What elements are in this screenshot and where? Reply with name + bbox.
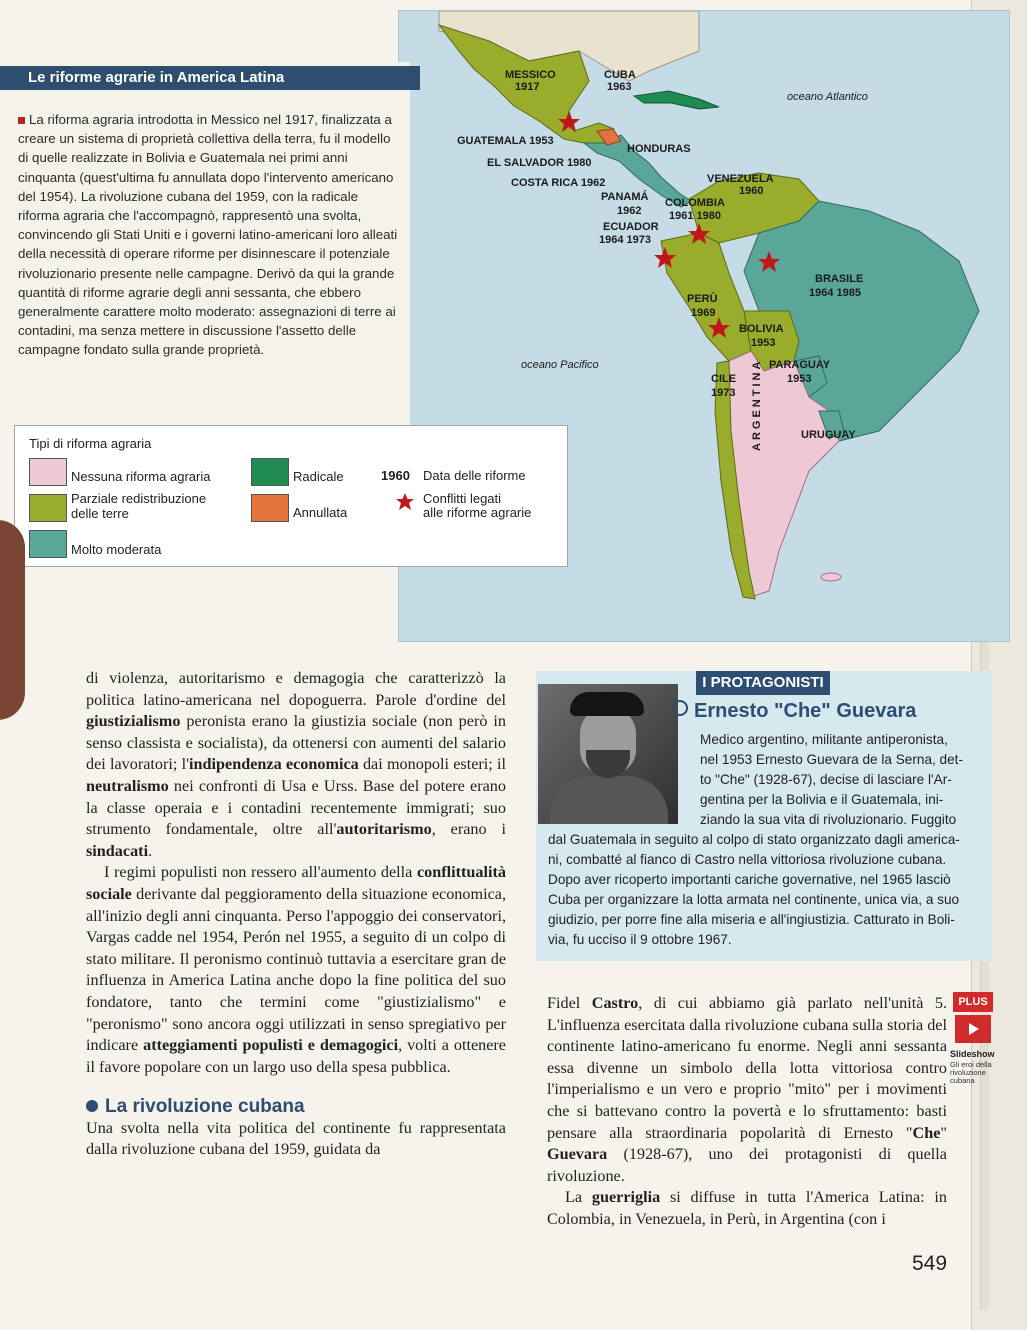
label-ecuador: ECUADOR — [603, 221, 659, 233]
legend-swatch-moderate — [29, 530, 67, 558]
paragraph — [86, 668, 506, 862]
text: I regimi populisti non ressero all'aumento della — [104, 863, 417, 882]
paragraph — [547, 1187, 947, 1230]
photo-beard — [586, 750, 630, 778]
section-heading — [86, 1096, 506, 1118]
text: , di cui abbiamo già parlato nell'unità 5. L'influenza esercitata dalla rivoluzione cubana sulla storia del continente latino-americano fu enorme. Negli anni sessanta essa divenne un simbolo della lotta vittoriosa contro l'imperialismo e un vero e proprio "mito" per i movimenti che si battevano contro la povertà e lo sfruttamento: basti pensare alla straordinaria popolarità di Ernesto " — [547, 994, 948, 1142]
cuba-shape — [634, 91, 719, 109]
bio-line: ziando la sua vita di rivoluzionario. Fuggito — [700, 812, 957, 827]
text: " — [940, 1123, 947, 1142]
bio-line: via, fu ucciso il 9 ottobre 1967. — [548, 932, 732, 947]
legend-partial-1: Parziale redistribuzione — [71, 491, 207, 506]
bold-text: Guevara — [547, 1145, 608, 1164]
bullet-square-icon — [18, 117, 25, 124]
text: Una svolta nella vita politica del continente fu rappresentata dalla rivoluzione cubana del 1959, guidata da — [86, 1118, 506, 1159]
legend-moderate: Molto moderata — [71, 542, 162, 557]
label-bolivia-year: 1953 — [751, 337, 776, 349]
text: , erano i — [431, 820, 506, 839]
bio-line: to "Che" (1928-67), decise di lasciare l'Ar- — [700, 772, 952, 787]
label-cile-year: 1973 — [711, 387, 736, 399]
circle-icon — [672, 700, 688, 716]
bio-line: gentina per la Bolivia e il Guatemala, ini- — [700, 792, 944, 807]
text: nei confronti di Usa e Urss. Base del potere erano la classe operaia e i contadini recentemente immigrati; suo strumento fondamentale, oltre all' — [86, 776, 506, 839]
play-icon — [969, 1023, 979, 1035]
label-cuba: CUBA — [604, 69, 636, 81]
label-panama: PANAMÁ — [601, 191, 649, 203]
bold-text: guerriglia — [591, 1188, 661, 1207]
legend-partial-2: delle terre — [71, 506, 129, 521]
label-panama-year: 1962 — [617, 205, 642, 217]
label-messico-year: 1917 — [515, 81, 540, 93]
text: . — [148, 841, 153, 860]
bio-line: nel 1953 Ernesto Guevara de la Serna, det- — [700, 752, 963, 767]
bold-text: Che — [912, 1123, 941, 1142]
che-guevara-photo — [538, 684, 678, 824]
bold-text: atteggiamenti populisti e demagogici — [143, 1036, 399, 1055]
intro-title: Le riforme agrarie in America Latina — [28, 69, 285, 86]
bio-line: Medico argentino, militante antiperonista, — [700, 732, 948, 747]
label-argentina: ARGENTINA — [751, 358, 763, 451]
paragraph — [547, 993, 947, 1187]
label-peru-year: 1969 — [691, 307, 716, 319]
intro-title-bar — [0, 66, 420, 90]
label-guatemala: GUATEMALA 1953 — [457, 135, 554, 147]
name-text: Ernesto "Che" Guevara — [694, 700, 917, 722]
photo-beret — [570, 692, 644, 716]
protagonisti-band — [696, 671, 830, 695]
body-left-column — [86, 668, 506, 1161]
paragraph — [86, 1118, 506, 1161]
label-cuba-year: 1963 — [607, 81, 632, 93]
bio-line: Dopo aver ricoperto importanti cariche governative, nel 1965 lasciò — [548, 872, 951, 887]
label-costa-rica: COSTA RICA 1962 — [511, 177, 606, 189]
legend-swatch-none — [29, 458, 67, 486]
legend-swatch-annulled — [251, 494, 289, 522]
bio-line: ni, combatté al fianco di Castro nella vittoriosa rivoluzione cubana. — [548, 852, 947, 867]
intro-text — [18, 110, 398, 360]
label-uruguay: URUGUAY — [801, 429, 856, 441]
legend-annulled: Annullata — [293, 505, 348, 520]
legend-none: Nessuna riforma agraria — [71, 469, 211, 484]
legend-conflict-2: alle riforme agrarie — [423, 505, 532, 520]
label-ecuador-year: 1964 1973 — [599, 234, 651, 246]
bold-text: Castro — [591, 994, 639, 1012]
text: , volti a ottenere il favore popolare con un largo uso della spesa pubblica. — [86, 1036, 506, 1076]
label-bolivia: BOLIVIA — [739, 323, 784, 335]
bold-text: giustizialismo — [86, 712, 181, 731]
text: dai monopoli esteri; il — [358, 755, 506, 774]
bold-text: sindacati — [86, 841, 149, 860]
slideshow-label[interactable]: Slideshow — [950, 1049, 995, 1059]
bold-text: conflittualità sociale — [86, 863, 506, 903]
label-el-salvador: EL SALVADOR 1980 — [487, 157, 592, 169]
label-brasile: BRASILE — [815, 273, 864, 285]
slideshow-subtitle: Gli eroi della rivoluzione cubana — [950, 1060, 992, 1085]
bio-line: Cuba per organizzare la lotta armata nel continente, unica via, a suo — [548, 892, 960, 907]
bold-text: autoritarismo — [336, 820, 432, 839]
text: (1928-67), uno dei protagonisti di quella rivoluzione. — [547, 1145, 947, 1185]
page-number: 549 — [912, 1252, 948, 1275]
heading-text: La rivoluzione cubana — [105, 1096, 305, 1118]
bio-line: dal Guatemala in seguito al colpo di stato organizzato dagli america- — [548, 832, 960, 847]
text: Fidel — [547, 994, 592, 1012]
thumb — [0, 520, 25, 720]
text: La — [565, 1188, 592, 1207]
paragraph — [86, 862, 506, 1078]
label-colombia-year: 1961 1980 — [669, 210, 721, 222]
protagonist-name — [672, 700, 916, 723]
label-paraguay-year: 1953 — [787, 373, 812, 385]
label-brasile-year: 1964 1985 — [809, 287, 861, 299]
label-venezuela-year: 1960 — [739, 185, 764, 197]
plus-badge[interactable]: PLUS — [953, 992, 993, 1012]
bold-text: neutralismo — [86, 776, 169, 795]
legend-swatch-radical — [251, 458, 289, 486]
intro-paragraph: La riforma agraria introdotta in Messico nel 1917, finalizzata a creare un sistema di proprietà collettiva della terra, fu il modello di quelle realizzate in Bolivia e Guatemala nei primi anni cinquanta (quest'ultima fu annullata dopo l'intervento americano del 1954). La rivoluzione cubana del 1959, con la radicale riforma agraria che l'accompagnò, rappresentò una svolta, convincendo gli Stati Uniti e i governi latino-americani loro alleati della necessità di operare riforme per disinnescare il potenziale rivoluzionario presente nelle campagne. Derivò da qui la grande quantità di riforme agrarie degli anni sessanta, che ebbero generalmente carattere molto moderato: assegnazioni di terre ai contadini, ma senza mettere in discussione l'assetto delle campagne fondato sulla grande proprietà. — [18, 112, 398, 358]
protagonist-bio-top — [700, 730, 963, 830]
label-venezuela: VENEZUELA — [707, 173, 774, 185]
label-cile: CILE — [711, 373, 737, 385]
legend-radical: Radicale — [293, 469, 344, 484]
text: si diffuse in tutta l'America Latina: in Colombia, in Venezuela, in Perù, in Argentina (con i — [547, 1188, 948, 1228]
label-peru: PERÙ — [687, 293, 718, 305]
photo-shoulders — [550, 776, 668, 824]
label-oceano-atlantico: oceano Atlantico — [787, 91, 868, 103]
legend-year-sample: 1960 — [381, 468, 410, 483]
protagonist-bio-bottom — [548, 830, 960, 950]
label-oceano-pacifico: oceano Pacifico — [521, 359, 599, 371]
text: peronista erano la giustizia sociale (non però in senso classista e socialista), da ottenersi con aumenti del salario dei lavoratori; l' — [86, 712, 506, 774]
legend-conflict-1: Conflitti legati — [423, 491, 502, 506]
label-messico: MESSICO — [505, 69, 556, 81]
map-legend — [14, 425, 568, 567]
slideshow-play-button[interactable] — [955, 1015, 991, 1043]
label-paraguay: PARAGUAY — [769, 359, 831, 371]
text: derivante dal peggioramento della situazione economica, all'inizio degli anni cinquanta. Perso l'appoggio dei conservatori, Vargas cadde nel 1954, Perón nel 1955, a seguito di un colpo di stato militare. Il peronismo continuò tuttavia a esercitare gran de influenza in America Latina anche dopo la fine politica del suo fondatore, tanto che termini come "giustizialismo" e "peronismo" sono ancora oggi utilizzati in senso spregiativo per indicare — [86, 884, 506, 1055]
falkland-shape — [821, 573, 841, 581]
protagonisti-label: I PROTAGONISTI — [702, 674, 824, 691]
bold-text: indipendenza economica — [189, 755, 359, 774]
star-icon — [395, 492, 415, 512]
legend-title: Tipi di riforma agraria — [29, 436, 152, 451]
text: di violenza, autoritarismo e demagogia che caratterizzò la politica latino-americana nel dopoguerra. Parole d'ordine del — [86, 669, 506, 709]
bio-line: giudizio, per porre fine alla miseria e all'ingiustizia. Catturato in Boli- — [548, 912, 955, 927]
label-honduras: HONDURAS — [627, 143, 691, 155]
legend-swatch-partial — [29, 494, 67, 522]
label-colombia: COLOMBIA — [665, 197, 725, 209]
heading-bullet-icon — [86, 1100, 98, 1112]
body-right-column — [547, 993, 947, 1231]
legend-year-label: Data delle riforme — [423, 468, 526, 483]
